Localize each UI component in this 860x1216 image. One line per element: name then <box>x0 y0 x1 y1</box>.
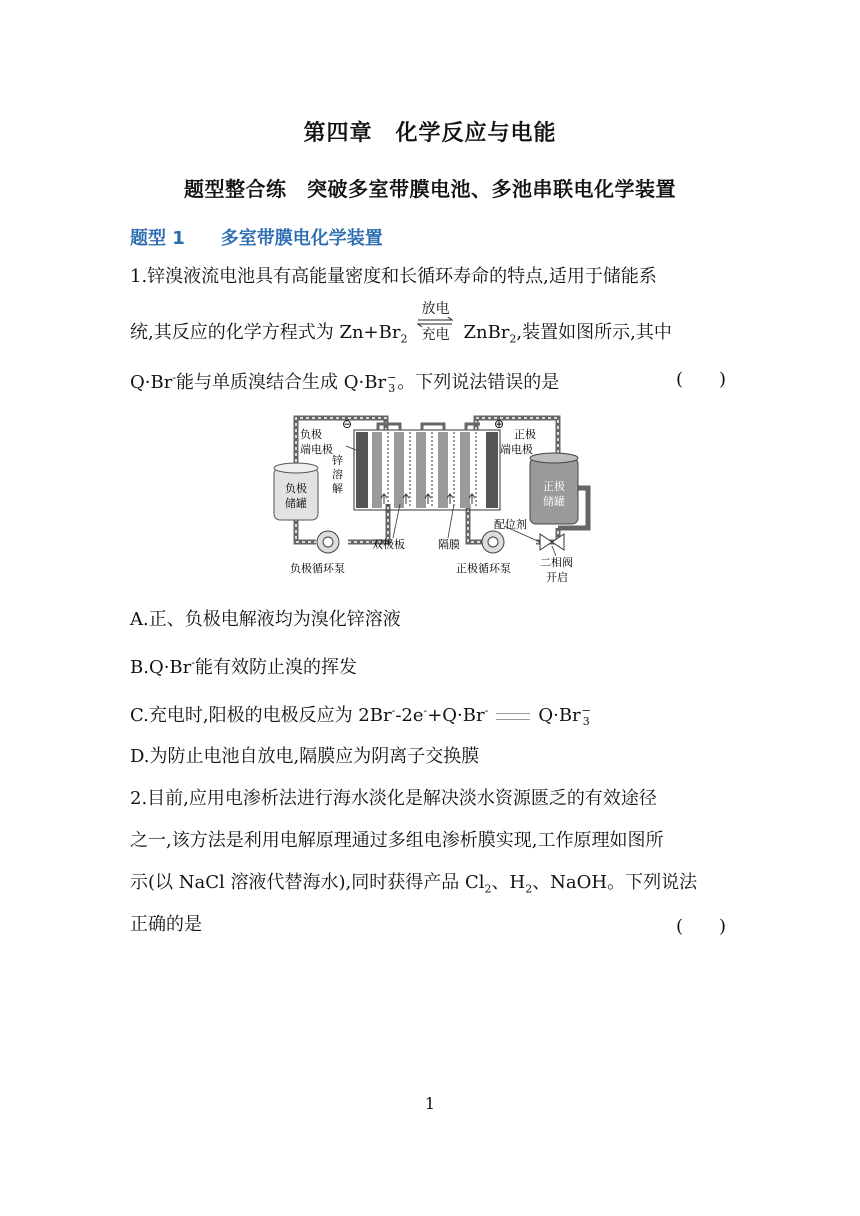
positive-terminal-electrode <box>486 432 498 508</box>
dissolve-label-2: 解 <box>332 482 343 495</box>
q1-answer-paren[interactable]: ( ) <box>676 369 727 390</box>
q2-line2: 之一,该方法是利用电解原理通过多组电渗析膜实现,工作原理如图所 <box>130 830 664 851</box>
two-phase-valve-icon <box>540 534 564 550</box>
question-type-heading <box>130 224 383 250</box>
bipolar-plate-label: 双极板 <box>372 538 405 551</box>
chapter-title: 第四章 化学反应与电能 <box>303 120 557 146</box>
neg-terminal-label-1: 负极 <box>300 428 322 441</box>
q1-option-d[interactable]: D.为防止电池自放电,隔膜应为阴离子交换膜 <box>130 746 480 767</box>
zinc-label: 锌 <box>332 454 343 467</box>
pos-pump-label: 正极循环泵 <box>456 562 511 575</box>
negative-terminal-electrode <box>356 432 368 508</box>
pos-terminal-label-1: 正极 <box>514 428 536 441</box>
pos-tank-label-2: 储罐 <box>543 495 565 508</box>
neg-pump-label: 负极循环泵 <box>290 562 345 575</box>
q1-option-c[interactable]: C.充电时,阳极的电极反应为 2Br--2e-+Q·Br- Q·Br − 3 <box>130 704 591 728</box>
q2-line3: 示(以 NaCl 溶液代替海水),同时获得产品 $Cl_2$、$H_2$、NaOH。下列说法 <box>130 872 698 896</box>
reversible-arrow: 放电 充电 <box>415 301 455 343</box>
page-number: 1 <box>424 1094 436 1113</box>
equals-sign <box>496 713 530 720</box>
q1-line2: 统,其反应的化学方程式为 $Zn+Br_2$ 放电 充电 ZnBr$_2$,装置如图所示,其中 <box>130 301 672 346</box>
question-type-label: 题型 1 <box>130 228 185 249</box>
q1-line1: 1.锌溴液流电池具有高能量密度和长循环寿命的特点,适用于储能系 <box>130 266 657 287</box>
zinc-bromine-battery-diagram <box>268 408 598 590</box>
neg-tank-label-1: 负极 <box>285 482 307 495</box>
dissolve-label-1: 溶 <box>332 468 343 481</box>
pos-tank-label-1: 正极 <box>543 480 565 493</box>
minus-sign: ⊖ <box>342 417 353 431</box>
valve-label-2: 开启 <box>546 571 568 584</box>
question-type-title: 多室带膜电化学装置 <box>220 228 383 249</box>
q2-answer-paren[interactable]: ( ) <box>676 916 727 937</box>
complexing-agent-label: 配位剂 <box>494 518 527 531</box>
membrane-label: 隔膜 <box>438 538 460 551</box>
neg-tank-label-2: 储罐 <box>285 497 307 510</box>
valve-label-1: 二相阀 <box>540 556 573 569</box>
neg-terminal-label-2: 端电极 <box>300 443 333 456</box>
plus-sign: ⊕ <box>494 417 505 431</box>
q1-option-b[interactable]: B.Q·Br-能有效防止溴的挥发 <box>130 656 357 678</box>
pos-terminal-label-2: 端电极 <box>500 443 533 456</box>
q1-line3: Q·Br-能与单质溴结合生成 Q·Br − 3 。下列说法错误的是 <box>130 371 560 395</box>
q2-line4: 正确的是 <box>130 914 202 935</box>
q2-line1: 2.目前,应用电渗析法进行海水淡化是解决淡水资源匮乏的有效途径 <box>130 788 657 809</box>
section-title: 题型整合练 突破多室带膜电池、多池串联电化学装置 <box>184 177 676 201</box>
q1-option-a[interactable]: A.正、负极电解液均为溴化锌溶液 <box>130 609 401 630</box>
